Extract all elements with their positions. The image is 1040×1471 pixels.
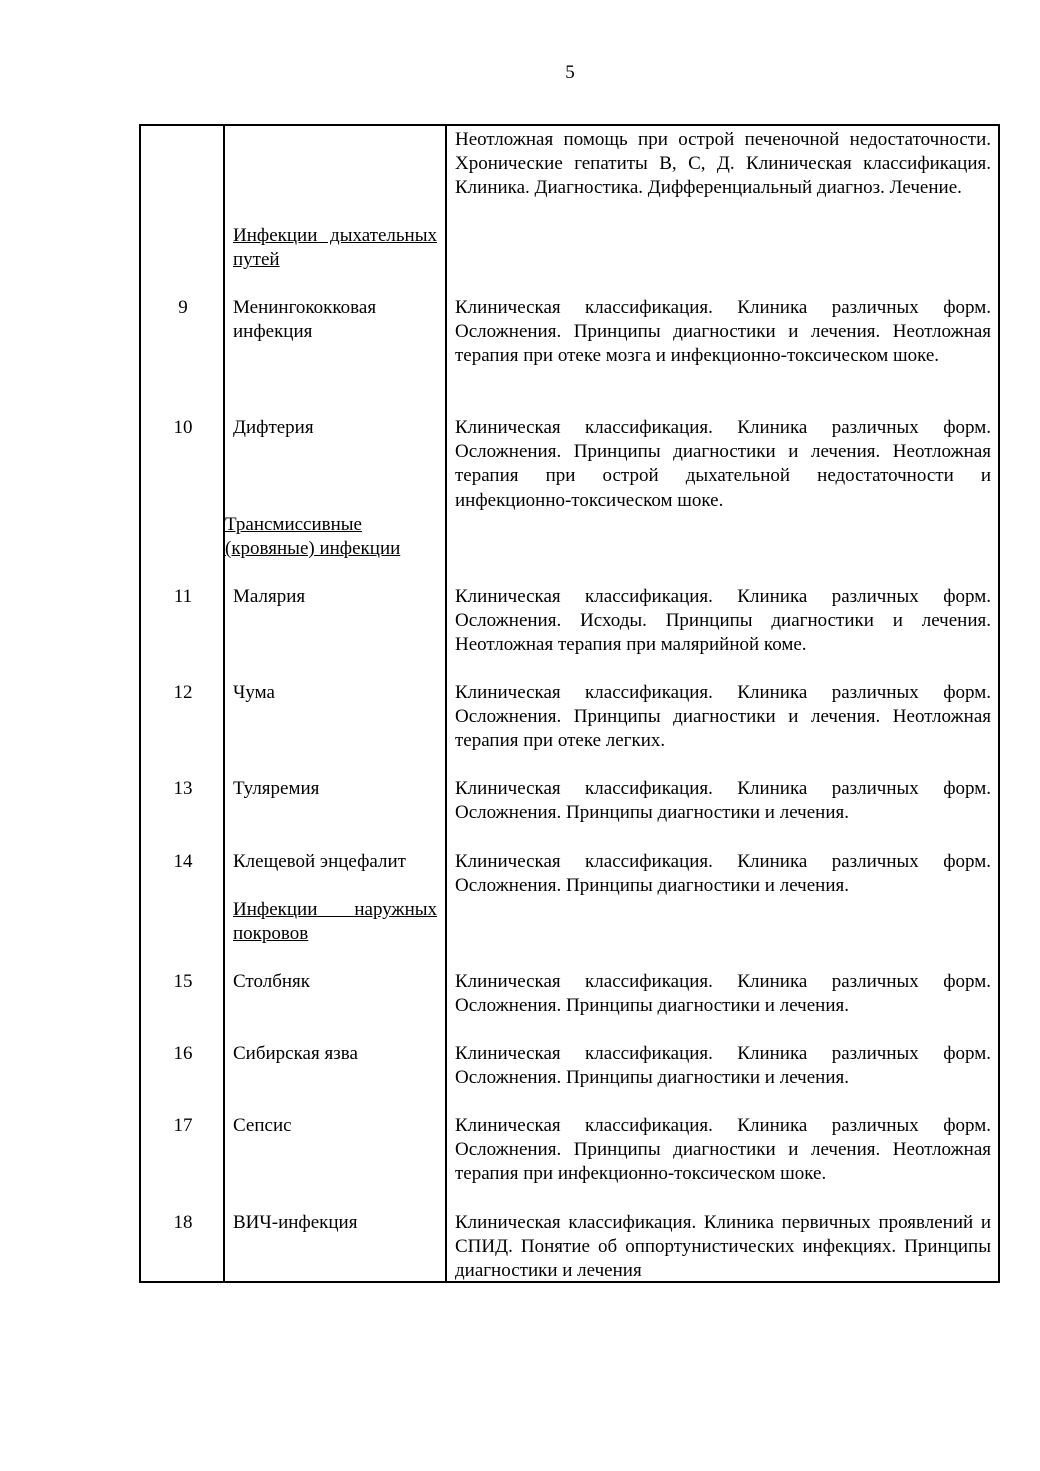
row-number: 13 bbox=[173, 778, 193, 799]
row-number: 9 bbox=[178, 297, 188, 318]
section-heading-respiratory: Инфекции дыхательных путей bbox=[233, 225, 437, 271]
row-description: Клиническая классификация. Клиника различных форм. Осложнения. Принципы диагностики и лечения. Неотложная терапия при отеке легких. bbox=[455, 682, 991, 752]
row-topic: Дифтерия bbox=[233, 417, 314, 438]
row-number: 10 bbox=[173, 417, 193, 438]
row-description: Клиническая классификация. Клиника различных форм. Осложнения. Исходы. Принципы диагностики и лечения. Неотложная терапия при малярийной коме. bbox=[455, 586, 991, 656]
row-topic: Сибирская язва bbox=[233, 1043, 358, 1064]
row-topic: Туляремия bbox=[233, 778, 320, 799]
section-heading-outer: Инфекции наружных покровов bbox=[233, 899, 437, 945]
row-description: Клиническая классификация. Клиника различных форм. Осложнения. Принципы диагностики и лечения. Неотложная терапия при отеке мозга и инфекционно-токсическом шоке. bbox=[455, 297, 991, 367]
row-number: 18 bbox=[173, 1212, 193, 1233]
row-number: 15 bbox=[173, 971, 193, 992]
row-number: 12 bbox=[173, 682, 193, 703]
row-number: 11 bbox=[173, 586, 193, 607]
row-description: Клиническая классификация. Клиника различных форм. Осложнения. Принципы диагностики и лечения. Неотложная терапия при инфекционно-токсическом шоке. bbox=[455, 1115, 991, 1185]
row-description: Клиническая классификация. Клиника различных форм. Осложнения. Принципы диагностики и лечения. Неотложная терапия при острой дыхательной недостаточности и инфекционно-токсическом шоке. bbox=[455, 417, 991, 511]
row-topic: ВИЧ-инфекция bbox=[233, 1212, 358, 1233]
row-description: Клиническая классификация. Клиника различных форм. Осложнения. Принципы диагностики и лечения. bbox=[455, 851, 991, 897]
curriculum-table bbox=[139, 124, 1000, 1283]
row-description: Клиническая классификация. Клиника различных форм. Осложнения. Принципы диагностики и лечения. bbox=[455, 778, 991, 824]
row-description: Клиническая классификация. Клиника различных форм. Осложнения. Принципы диагностики и лечения. bbox=[455, 971, 991, 1017]
row-topic: Менингококковая инфекция bbox=[233, 297, 377, 343]
row-topic: Чума bbox=[233, 682, 275, 703]
row-topic: Столбняк bbox=[233, 971, 311, 992]
continuation-description: Неотложная помощь при острой печеночной недостаточности. Хронические гепатиты В, С, Д. Клиническая классификация. Клиника. Диагностика. Дифференциальный диагноз. Лечение. bbox=[455, 129, 991, 199]
row-topic: Клещевой энцефалит bbox=[233, 851, 406, 872]
row-number: 14 bbox=[173, 851, 193, 872]
row-number: 16 bbox=[173, 1043, 193, 1064]
row-description: Клиническая классификация. Клиника первичных проявлений и СПИД. Понятие об оппортунистических инфекциях. Принципы диагностики и лечения bbox=[455, 1212, 991, 1282]
row-description: Клиническая классификация. Клиника различных форм. Осложнения. Принципы диагностики и лечения. bbox=[455, 1043, 991, 1089]
page-number: 5 bbox=[565, 62, 575, 83]
row-number: 17 bbox=[173, 1115, 193, 1136]
column-divider-2 bbox=[445, 126, 447, 1281]
row-topic: Малярия bbox=[233, 586, 306, 607]
row-topic: Сепсис bbox=[233, 1115, 292, 1136]
section-heading-transmissible: Трансмиссивные (кровяные) инфекции bbox=[225, 514, 401, 560]
